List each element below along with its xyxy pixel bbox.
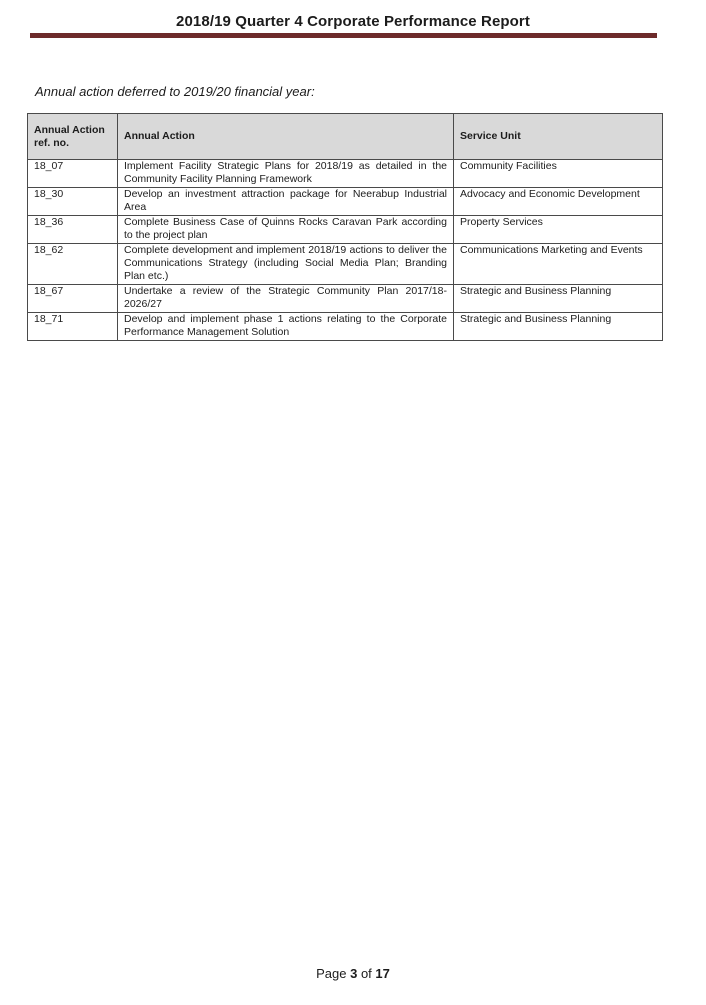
table-row xyxy=(28,216,663,244)
table-row xyxy=(28,188,663,216)
cell-action: Develop and implement phase 1 actions relating to the Corporate Performance Management Solution xyxy=(118,313,454,341)
column-header-ref-no: Annual Action ref. no. xyxy=(28,114,118,160)
table-row xyxy=(28,160,663,188)
footer-total-pages: 17 xyxy=(375,966,390,981)
footer-page-prefix: Page xyxy=(316,966,351,981)
page-title: 2018/19 Quarter 4 Corporate Performance Report xyxy=(176,13,530,30)
cell-ref: 18_62 xyxy=(28,244,118,285)
cell-ref: 18_07 xyxy=(28,160,118,188)
cell-unit: Advocacy and Economic Development xyxy=(454,188,663,216)
cell-action: Develop an investment attraction package for Neerabup Industrial Area xyxy=(118,188,454,216)
cell-unit: Communications Marketing and Events xyxy=(454,244,663,285)
cell-unit: Community Facilities xyxy=(454,160,663,188)
cell-ref: 18_30 xyxy=(28,188,118,216)
cell-unit: Strategic and Business Planning xyxy=(454,313,663,341)
cell-ref: 18_71 xyxy=(28,313,118,341)
intro-text: Annual action deferred to 2019/20 financial year: xyxy=(35,84,315,99)
cell-action: Undertake a review of the Strategic Community Plan 2017/18-2026/27 xyxy=(118,285,454,313)
table-row xyxy=(28,244,663,285)
cell-unit: Property Services xyxy=(454,216,663,244)
table-header xyxy=(28,114,663,160)
cell-ref: 18_67 xyxy=(28,285,118,313)
deferred-actions-table xyxy=(27,113,663,341)
cell-ref: 18_36 xyxy=(28,216,118,244)
table-row xyxy=(28,285,663,313)
table-row xyxy=(28,313,663,341)
footer-page-number: 3 xyxy=(350,966,358,981)
page-footer xyxy=(0,966,706,981)
footer-of-text: of xyxy=(357,966,376,981)
cell-unit: Strategic and Business Planning xyxy=(454,285,663,313)
cell-action: Complete Business Case of Quinns Rocks Caravan Park according to the project plan xyxy=(118,216,454,244)
cell-action: Implement Facility Strategic Plans for 2018/19 as detailed in the Community Facility Planning Framework xyxy=(118,160,454,188)
cell-action: Complete development and implement 2018/19 actions to deliver the Communications Strategy (including Social Media Plan; Branding Plan etc.) xyxy=(118,244,454,285)
column-header-annual-action: Annual Action xyxy=(118,114,454,160)
column-header-service-unit: Service Unit xyxy=(454,114,663,160)
table-body xyxy=(28,160,663,341)
table-header-row xyxy=(28,114,663,160)
title-rule-divider xyxy=(30,33,657,38)
